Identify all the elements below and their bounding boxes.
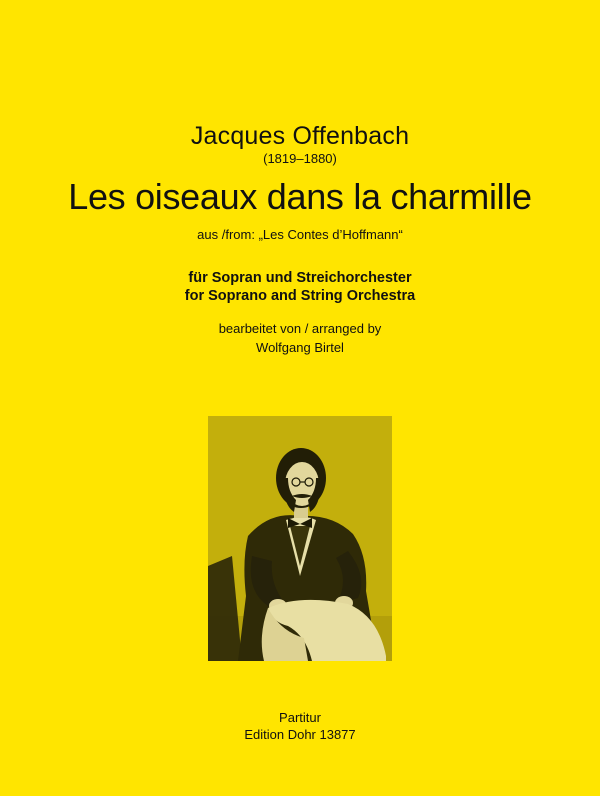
work-title: Les oiseaux dans la charmille [68,176,532,217]
edition-number: Edition Dohr 13877 [244,727,356,742]
composer-portrait-photo [208,416,392,661]
arranger-name: Wolfgang Birtel [256,340,344,355]
edition-type: Partitur [279,710,321,725]
composer-name: Jacques Offenbach [190,122,410,150]
scoring-german: für Sopran und Streichorchester [188,270,412,286]
scoring-english: for Soprano and String Orchestra [184,288,416,304]
arranged-by-label: bearbeitet von / arranged by [218,321,382,336]
composer-dates: (1819–1880) [263,151,337,166]
work-source: aus /from: „Les Contes d’Hoffmann“ [197,227,403,242]
